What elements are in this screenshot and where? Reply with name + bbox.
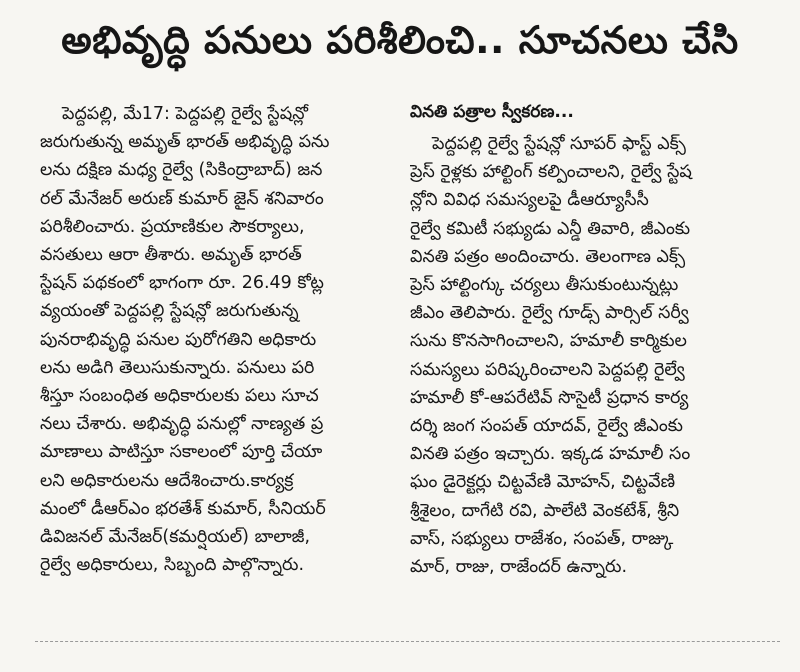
body-line: జీఎం తెలిపారు. రైల్వే గూడ్స్ పార్సిల్ సర్వీ: [410, 303, 689, 324]
body-line: రైల్వే కమిటీ సభ్యుడు ఎన్డీ తివారి, జీఎంకు: [410, 218, 691, 239]
body-line: పునరాభివృద్ధి పనుల పురోగతిని అధికారు: [40, 329, 317, 350]
body-line: సును కొనసాగించాలని, హమాలీ కార్మికుల: [410, 331, 687, 352]
body-line: లను దక్షిణ మధ్య రైల్వే (సికింద్రాబాద్) జన: [40, 160, 323, 181]
body-line: రైల్వే అధికారులు, సిబ్బంది పాల్గొన్నారు.: [40, 555, 305, 576]
body-line: ప్రెస్ హాల్టింగ్కు చర్యలు తీసుకుంటున్నట్లు: [410, 275, 679, 296]
body-line: పరిశీలించారు. ప్రయాణికుల సౌకర్యాలు,: [40, 216, 305, 237]
body-line: సమస్యలు పరిష్కరించాలని పెద్దపల్లి రైల్వే: [410, 359, 685, 380]
body-line: వసతులు ఆరా తీశారు. అమృత్ భారత్: [40, 245, 302, 266]
body-line: శీస్తూ సంబంధిత అధికారులకు పలు సూచ: [40, 386, 319, 407]
body-line: రల్ మేనేజర్ అరుణ్ కుమార్ జైన్ శనివారం: [40, 188, 324, 209]
next-article-cut-heading: [40, 658, 170, 672]
body-line: ప్రెస్ రైళ్లకు హాల్టింగ్ కల్పించాలని, రైల్వే స్టేష: [410, 162, 692, 183]
body-line: లను అడిగి తెలుసుకున్నారు. పనులు పరి: [40, 357, 315, 378]
body-line: హమాలీ కో-ఆపరేటివ్ సొసైటీ ప్రధాన కార్య: [410, 387, 689, 408]
right-column: [410, 100, 770, 581]
body-line: వాస్, సభ్యులు రాజేశం, సంపత్, రాజ్కు: [410, 528, 674, 549]
body-line: డివిజనల్ మేనేజర్(కమర్షియల్) బాలాజీ,: [40, 527, 311, 548]
body-line: పెద్దపల్లి, మే17: పెద్దపల్లి రైల్వే స్టేషన్లో: [62, 104, 308, 124]
body-line: దర్శి జంగ సంపత్ యాదవ్, రైల్వే జీఎంకు: [410, 416, 683, 437]
body-line: స్టేషన్ పథకంలో భాగంగా రూ. 26.49 కోట్ల: [40, 273, 324, 294]
body-line: పెద్దపల్లి రైల్వే స్టేషన్లో సూపర్ ఫాస్ట్ ఎక్స్: [432, 134, 686, 154]
body-line: జరుగుతున్న అమృత్ భారత్ అభివృద్ధి పను: [40, 132, 330, 153]
body-line: వినతి పత్రం అందించారు. తెలంగాణ ఎక్స్: [410, 246, 686, 267]
body-line: నలు చేశారు. అభివృద్ధి పనుల్లో నాణ్యత ప్ర: [40, 414, 324, 435]
article-divider: [35, 641, 780, 642]
body-line: శ్రీశైలం, దాగేటి రవి, పాలేటి వెంకటేశ్, శ్రీని: [410, 500, 680, 521]
body-line: ఘం డైరెక్టర్లు చిట్టవేణి మోహన్, చిట్టవేణి: [410, 472, 676, 493]
section-subheading: వినతి పత్రాల స్వీకరణ...: [410, 102, 574, 122]
body-line: మంలో డీఆర్ఎం భరతేశ్ కుమార్, సీనియర్: [40, 498, 326, 519]
body-line: మార్, రాజు, రాజేందర్ ఉన్నారు.: [410, 557, 628, 578]
body-line: వినతి పత్రం ఇచ్చారు. ఇక్కడ హమాలీ సం: [410, 444, 691, 465]
body-line: న్లోని వివిధ సమస్యలపై డీఆర్యూసీసీ: [410, 190, 649, 211]
article-headline: అభివృద్ధి పనులు పరిశీలించి.. సూచనలు చేసి: [61, 18, 739, 62]
body-line: మాణాలు పాటిస్తూ సకాలంలో పూర్తి చేయా: [40, 442, 323, 463]
body-line: వ్యయంతో పెద్దపల్లి స్టేషన్లో జరుగుతున్న: [40, 301, 299, 322]
left-column: [40, 100, 400, 579]
body-line: లని అధికారులను ఆదేశించారు.కార్యక్ర: [40, 470, 294, 491]
